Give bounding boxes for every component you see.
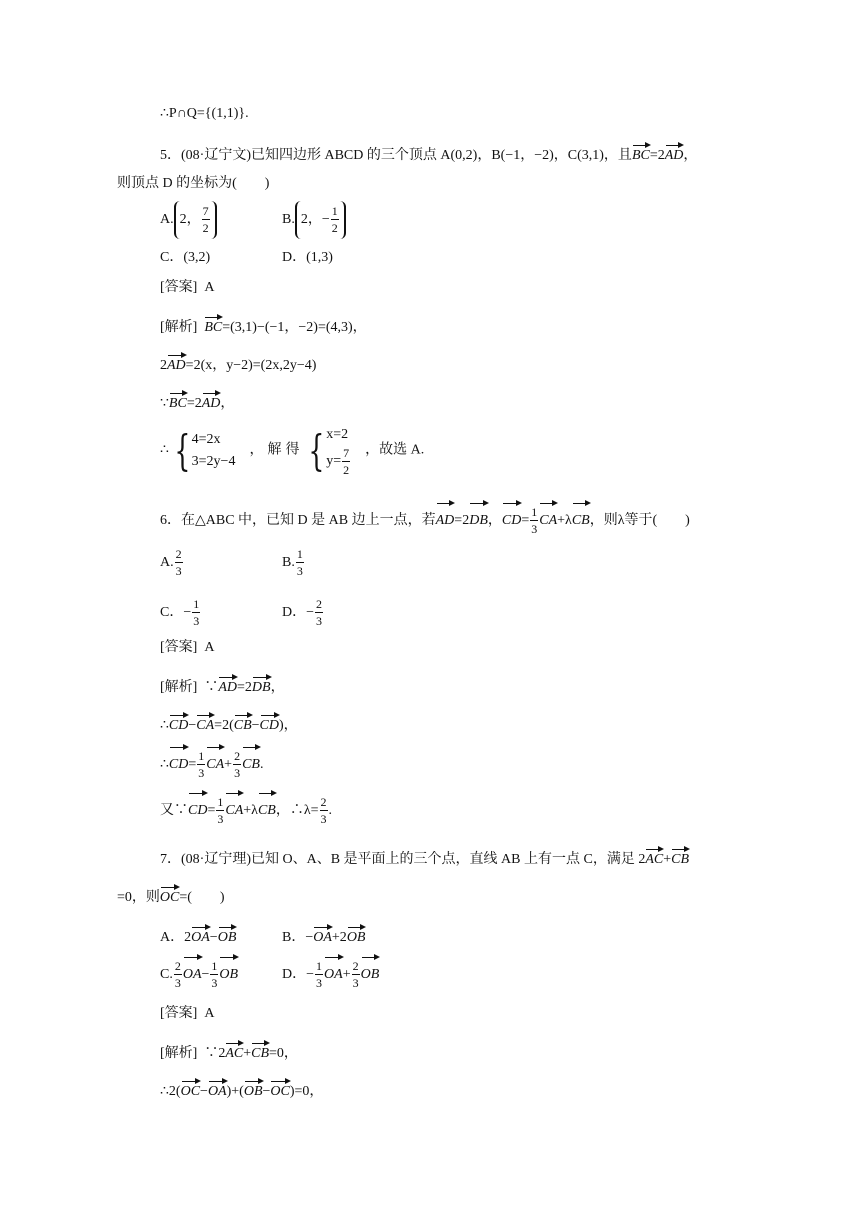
q7-stem-line2: =0，则OC=( ) [117,886,225,908]
q7-option-a: A．2OA−OB [160,926,236,948]
q5-answer: [答案] A [160,280,215,295]
q7-analysis-line1: [解析] ∵2AC+CB=0， [160,1042,298,1064]
q6-analysis-line2: ∴CD−CA=2(CB−CD)， [160,714,298,736]
q5-stem-line2: 则顶点 D 的坐标为( ) [117,176,270,191]
q6-analysis-line3: ∴CD= $\frac{1}{3}$ CA+ $\frac{2}{3}$ CB. [160,746,263,782]
q5-stem-line1: 5．(08·辽宁文)已知四边形 ABCD 的三个顶点 A(0,2)，B(−1，−2)，C(3,1)，且BC=2AD， [160,144,697,166]
q5-analysis-line3: ∵BC=2AD， [160,392,234,414]
q6-option-c: C．− $\frac{1}{3}$ [160,597,200,629]
q7-answer: [答案] A [160,1006,215,1021]
q7-option-d: D．− $\frac{1}{3}$ OA+ $\frac{2}{3}$ OB [282,956,379,992]
q5-analysis-system: ∴ { 4=2x 3=2y−4 ，解得 { x=2 y= $\frac{7}{2}$ ，故选 A. [160,425,425,477]
q7-stem-line1: 7．(08·辽宁理)已知 O、A、B 是平面上的三个点，直线 AB 上有一点 C，满足 2AC+CB [160,848,689,870]
q6-analysis-line4: 又∵CD= $\frac{1}{3}$ CA+λCB，∴λ= $\frac{2}{3}$ . [160,792,332,828]
q5-option-b: B. 2，− $\frac{1}{2}$ [282,200,346,240]
q6-option-b: B. $\frac{1}{3}$ [282,547,303,579]
q6-option-a: A. $\frac{2}{3}$ [160,547,182,579]
q5-option-d: D．(1,3) [282,250,333,265]
q5-option-a: A. 2， $\frac{7}{2}$ [160,200,217,240]
q6-answer: [答案] A [160,640,215,655]
q6-stem: 6．在△ABC 中，已知 D 是 AB 边上一点，若AD=2DB，CD= $\frac{1}{3}$ CA+λCB，则λ等于( ) [160,502,690,538]
q7-analysis-line2: ∴2(OC−OA)+(OB−OC)=0， [160,1080,323,1102]
q6-option-d: D．− $\frac{2}{3}$ [282,597,323,629]
q5-analysis-line2: 2AD=2(x，y−2)=(2x,2y−4) [160,354,316,376]
q5-analysis-line1: [解析] BC=(3,1)−(−1，−2)=(4,3)， [160,316,367,338]
q5-option-c: C．(3,2) [160,250,211,265]
intro-line: ∴P∩Q={(1,1)}. [160,106,249,121]
q7-option-b: B．−OA+2OB [282,926,365,948]
q6-analysis-line1: [解析] ∵AD=2DB， [160,676,285,698]
q7-option-c: C. $\frac{2}{3}$ OA− $\frac{1}{3}$ OB [160,956,238,992]
